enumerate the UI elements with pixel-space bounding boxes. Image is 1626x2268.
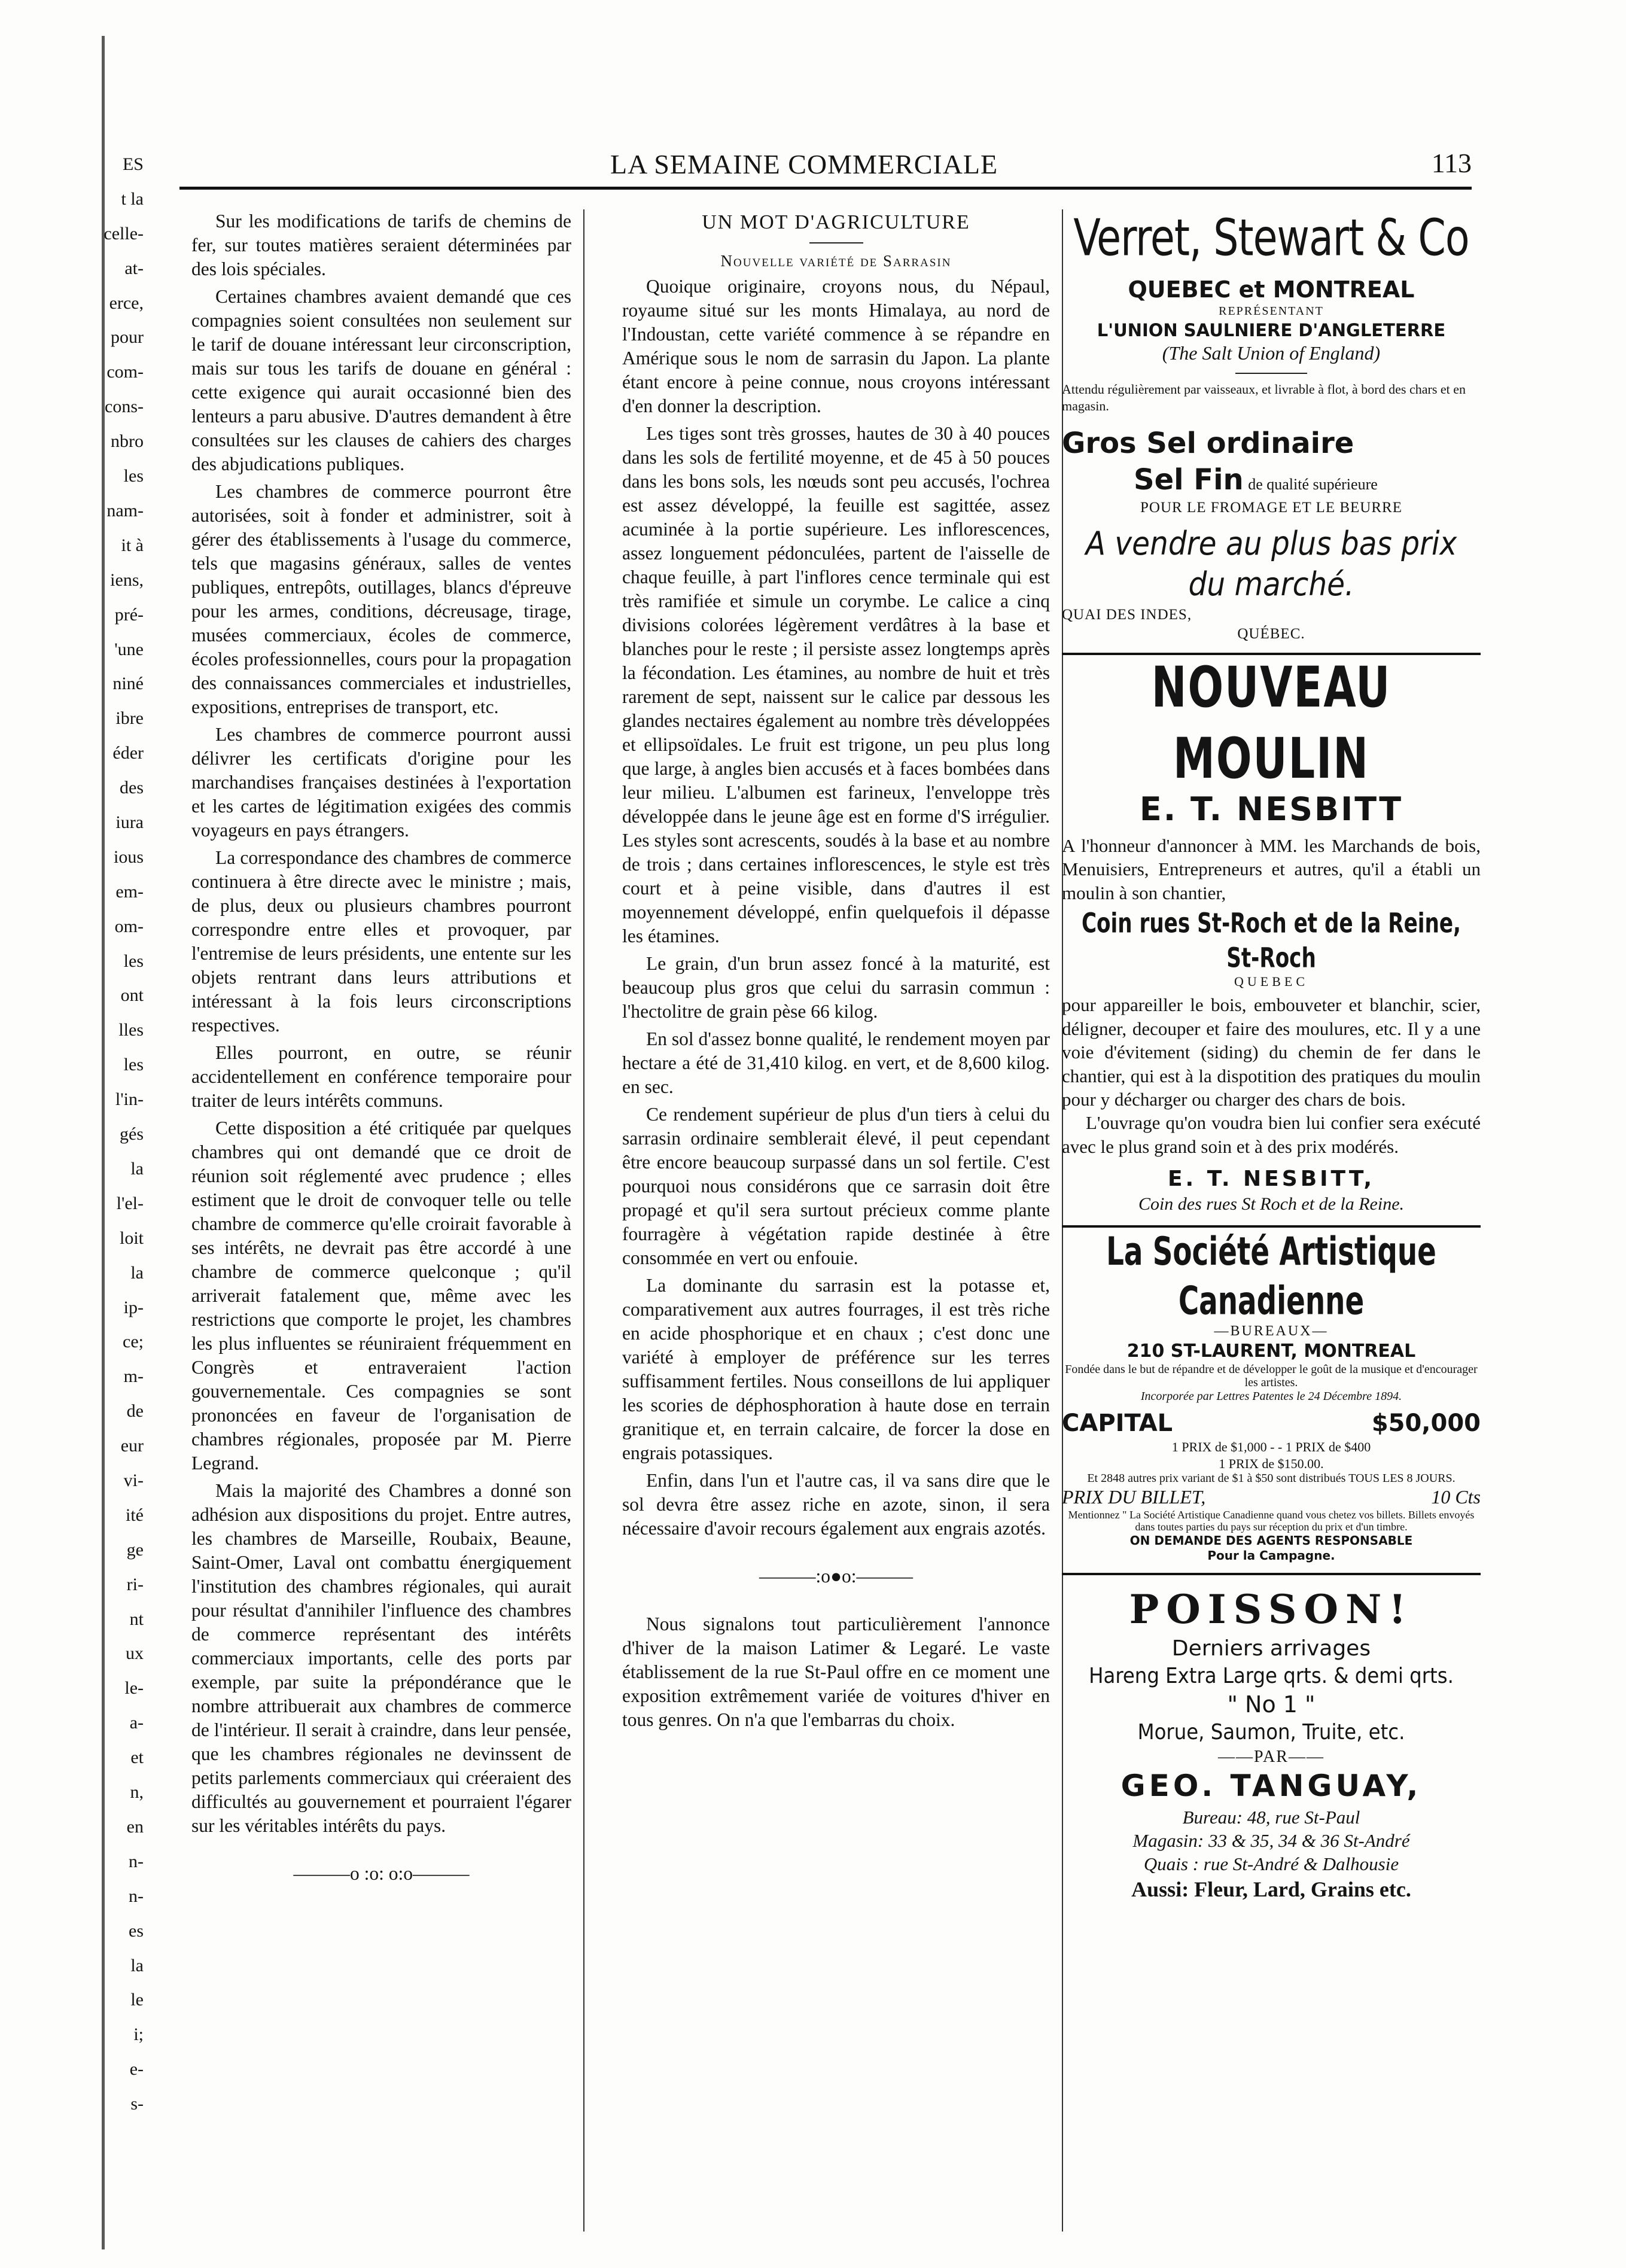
ad-mention: Mentionnez " La Société Artistique Canadienne quand vous chetez vos billets. Billets envoyés dans toutes parties du pays sur réception du prix et d'un timbre. <box>1068 1509 1475 1533</box>
ad-agents: ON DEMANDE DES AGENTS RESPONSABLE <box>1129 1533 1413 1548</box>
separator: ———:o●o:——— <box>759 1566 914 1587</box>
paragraph: Le grain, d'un brun assez foncé à la maturité, est beaucoup plus gros que celui du sarrasin commun : l'hectolitre de grain pèse 66 kilog. <box>622 953 1050 1022</box>
margin-fragment: t la <box>121 189 144 209</box>
ad-moulin-text-3: L'ouvrage qu'on voudra bien lui confier sera exécuté avec le plus grand soin et à des prix modérés. <box>1062 1112 1481 1157</box>
ad-societe-title: La Société Artistique Canadienne <box>1106 1229 1436 1324</box>
margin-fragment: n- <box>129 1852 144 1871</box>
ad-vendre-2: du marché. <box>1188 565 1354 604</box>
margin-fragment: em- <box>115 882 144 902</box>
paragraph: Cette disposition a été critiquée par quelques chambres qui ont demandé que ce droit de réunion soit réglementé avec prudence ; elles estiment que le droit de convoquer telle ou telle chambre de commerce qu'elle croirait favorable à ses intérêts, ne devrait pas être accordé à une chambre de commerce quelconque ; qu'il arriverait fatalement que, même avec les restrictions que comporte le projet, les chambres les plus influentes se réuniraient fréquemment en Congrès et entraveraient l'action gouvernementale. Ces compagnies se sont prononcées en faveur de l'organisation de chambres régionales, proposée par M. Pierre Legrand. <box>191 1118 571 1474</box>
ad-bureaux: —BUREAUX— <box>1214 1323 1329 1339</box>
ad-vendre-1: A vendre au plus bas prix <box>1085 524 1457 562</box>
ad-company-name: Verret, Stewart & Co <box>1073 208 1469 268</box>
margin-fragment: les <box>123 466 144 486</box>
margin-fragment: cons- <box>105 397 144 416</box>
ad-address: 210 ST-LAURENT, MONTREAL <box>1126 1341 1416 1362</box>
ad-union: L'UNION SAULNIERE D'ANGLETERRE <box>1097 319 1446 340</box>
rule <box>1235 373 1307 374</box>
article-title: UN MOT D'AGRICULTURE <box>702 211 970 233</box>
ad-prix-1: 1 PRIX de $1,000 - - 1 PRIX de $400 <box>1171 1439 1371 1454</box>
margin-fragment: les <box>123 951 144 971</box>
margin-fragment: de <box>126 1401 144 1421</box>
margin-fragment: pour <box>111 327 144 347</box>
paragraph: Certaines chambres avaient demandé que ces compagnies soient consultées non seulement sur le tarif de douane intéressant leur circonscription, mais sur tous les tarifs de douane en général : cette exigence qui aurait occasionné bien des lenteurs a paru abusive. D'autres demandent à être consultées sur les clauses de cahiers des charges des abjudications publiques. <box>191 286 571 474</box>
paragraph: Les tiges sont très grosses, hautes de 30 à 40 pouces dans les sols de fertilité moyenne, et de 45 à 50 pouces dans les bons sols, les nœuds sont peu accusés, l'ochrea est assez développé, la feuille est sagittée, assez acuminée à la portie supérieure. Les inflorescences, assez longuement pédonculées, partent de l'aisselle de chaque feuille, à part l'inflores cence terminale qui est très ramifiée et simule un corymbe. Le calice a cinq divisions colorées légèrement verdâtres à la base et blanches pour le reste ; il persiste assez longtemps après la fécondation. Les étamines, au nombre de huit et très rarement de sept, naissent sur le calice par dessous les glandes nectaires également au nombre très développées et ellipsoïdales. Le fruit est trigone, un peu plus long que large, à angles bien accusés et à faces bombées dans leur milieu. L'albumen est farineux, l'enveloppe très développée dans le jeune âge est en forme d'S irrégulier. Les styles sont acrescents, soudés à la base et au nombre de trois ; dans certaines inflorescences, le style est très court et à peine visible, dans d'autres il est moyennement développé, enfin quelquefois il dépasse les étamines. <box>622 423 1050 947</box>
ad-nouveau-moulin <box>1062 656 1481 1216</box>
paragraph: La dominante du sarrasin est la potasse et, comparativement aux autres fourrages, il est très riche en acide phosphorique et en chaux ; c'est donc une variété à employer de préférence sur les terres suffisamment fertiles. Nous conseillons de lui appliquer les scories de déphosphoration à haute dose en terrain granitique et, en terrain calcaire, de forcer la dose en engrais potassiques. <box>622 1275 1050 1464</box>
ad-quai-1: QUAI DES INDES, <box>1062 606 1192 623</box>
margin-fragment: et <box>130 1748 144 1767</box>
margin-fragment: la <box>130 1159 144 1179</box>
ad-no1: " No 1 " <box>1227 1691 1316 1718</box>
ad-representant: REPRÉSENTANT <box>1219 305 1324 318</box>
margin-fragment: ux <box>126 1643 144 1663</box>
ad-fondee: Fondée dans le but de répandre et de développer le goût de la musique et d'encourager les artistes. <box>1065 1363 1478 1390</box>
paragraph: Ce rendement supérieur de plus d'un tiers à celui du sarrasin ordinaire semblerait élevé, il peut cependant être encore beaucoup surpassé dans un sol fertile. C'est pourquoi nous considérons que ce sarrasin doit être propagé et qu'il sera surtout précieux comme plante fourragère à végétation rapide destinée à être consommée en vert ou enfouie. <box>622 1104 1050 1269</box>
margin-fragment: ce; <box>123 1332 144 1351</box>
paragraph: En sol d'assez bonne qualité, le rendement moyen par hectare a été de 31,410 kilog. en vert, et de 8,600 kilog. en sec. <box>622 1028 1050 1098</box>
ad-par: ——PAR—— <box>1218 1747 1324 1766</box>
margin-fragment: e- <box>129 2059 144 2079</box>
ad-capital-label: CAPITAL <box>1062 1409 1173 1437</box>
ad-bureau: Bureau: 48, rue St-Paul <box>1182 1806 1360 1828</box>
ad-magasin: Magasin: 33 & 35, 34 & 36 St-André <box>1132 1830 1410 1852</box>
margin-fragment: gés <box>120 1124 144 1144</box>
margin-fragment: le <box>130 1990 144 2010</box>
paragraph: Sur les modifications de tarifs de chemins de fer, sur toutes matières seraient déterminées par des lois spéciales. <box>191 211 571 279</box>
end-ornament: ———o :o: o:o——— <box>293 1863 470 1884</box>
ad-capital-value: $50,000 <box>1371 1409 1481 1437</box>
margin-fragment: l'el- <box>116 1194 144 1213</box>
margin-fragment: nt <box>129 1609 144 1629</box>
article-subtitle: Nouvelle variété de Sarrasin <box>720 252 952 270</box>
ad-quai-2: QUÉBEC. <box>1237 625 1305 642</box>
paragraph: Les chambres de commerce pourront être autorisées, soit à fonder et administrer, soit à gérer des établissements à l'usage du commerce, tels que magasins généraux, salles de ventes publiques, entrepôts, outillages, blancs d'épreuve pour les armes, conditions, décreusage, tirage, musées commerciaux, écoles de commerce, écoles professionnelles, cours pour la propagation des connaissances commerciales et industrielles, expositions, entreprises de transport, etc. <box>191 481 571 717</box>
ad-verret-stewart <box>1062 208 1481 643</box>
ad-moulin-title: NOUVEAU MOULIN <box>1151 656 1391 792</box>
ad-delivery-note: Attendu régulièrement par vaisseaux, et livrable à flot, à bord des chars et en magasin. <box>1062 382 1466 413</box>
ad-sel-fin-line <box>1062 462 1481 498</box>
margin-fragment: com- <box>106 362 144 382</box>
margin-fragment: 'une <box>114 640 144 659</box>
newspaper-title: LA SEMAINE COMMERCIALE <box>610 149 998 179</box>
ad-campagne: Pour la Campagne. <box>1207 1548 1335 1563</box>
ad-capital-line <box>1062 1408 1481 1439</box>
ad-sel-fin: Sel Fin <box>1134 462 1244 497</box>
margin-fragment: s- <box>130 2094 144 2114</box>
ad-prix-2: 1 PRIX de $150.00. <box>1219 1456 1324 1471</box>
margin-fragment: n, <box>130 1782 144 1802</box>
margin-fragment: la <box>130 1956 144 1975</box>
margin-fragment: eur <box>120 1436 144 1456</box>
margin-fragment: ri- <box>126 1575 144 1594</box>
ad-moulin-sign: E. T. NESBITT, <box>1167 1166 1375 1191</box>
margin-fragment: le- <box>124 1678 144 1698</box>
margin-fragment: ité <box>126 1505 144 1525</box>
ad-gros-sel: Gros Sel ordinaire <box>1062 426 1354 460</box>
margin-fragment: lles <box>118 1020 144 1040</box>
ad-billet-line <box>1062 1485 1481 1509</box>
margin-fragment: celle- <box>103 224 144 243</box>
ad-moulin-name: E. T. NESBITT <box>1139 790 1403 829</box>
ad-cities: QUEBEC et MONTREAL <box>1128 276 1415 303</box>
ad-moulin-location: Coin rues St-Roch et de la Reine, St-Roch <box>1081 907 1461 974</box>
ad-billet-value: 10 Cts <box>1431 1486 1481 1508</box>
margin-fragment: n- <box>129 1886 144 1906</box>
margin-fragment: pré- <box>114 605 144 625</box>
margin-fragment: ont <box>120 985 144 1005</box>
ad-moulin-text-1: A l'honneur d'annoncer à MM. les Marchands de bois, Menuisiers, Entrepreneurs et autres, qu'il a établi un moulin à son chantier, <box>1062 835 1481 903</box>
title-rule <box>809 242 863 243</box>
paragraph: La correspondance des chambres de commerce continuera à être directe avec le ministre ; mais, de plus, deux ou plusieurs chambres pourront correspondre entre elles et provoquer, par l'entremise de leurs présidents, une entente sur les objets rentrant dans leurs attributions et intéressant à la fois leurs circonscriptions respectives. <box>191 847 571 1036</box>
ad-poisson <box>1062 1585 1481 1903</box>
margin-fragment: ibre <box>115 708 144 728</box>
ad-fromage: POUR LE FROMAGE ET LE BEURRE <box>1140 499 1402 516</box>
ad-union-en: (The Salt Union of England) <box>1162 342 1381 364</box>
paragraph: Quoique originaire, croyons nous, du Népaul, royaume situé sur les monts Himalaya, au nord de l'Indoustan, cette variété commence à se répandre en Amérique sous le nom de sarrasin du Japon. La plante étant encore à peine connue, nous croyons intéressant d'en donner la description. <box>622 276 1050 417</box>
ad-morue: Morue, Saumon, Truite, etc. <box>1137 1719 1405 1745</box>
margin-fragment: nam- <box>106 501 144 520</box>
ad-billet-label: PRIX DU BILLET, <box>1062 1486 1206 1508</box>
margin-fragment: niné <box>112 674 144 693</box>
ad-moulin-sign-location: Coin des rues St Roch et de la Reine. <box>1138 1194 1405 1214</box>
margin-fragment: vi- <box>123 1471 144 1490</box>
margin-fragment: l'in- <box>115 1089 144 1109</box>
column-1 <box>191 209 584 2232</box>
page-header <box>179 139 1472 190</box>
paragraph: Elles pourront, en outre, se réunir accidentellement en conférence temporaire pour traiter de leurs intérêts communs. <box>191 1042 571 1111</box>
paragraph: Enfin, dans l'un et l'autre cas, il va sans dire que le sol devra être assez riche en azote, sinon, il sera nécessaire d'avoir recours également aux engrais azotés. <box>622 1470 1050 1539</box>
ad-societe-artistique <box>1062 1229 1481 1564</box>
margin-fragment: ge <box>126 1540 144 1560</box>
margin-fragment: om- <box>114 917 144 936</box>
margin-fragment: éder <box>112 743 144 763</box>
margin-fragment: des <box>120 778 144 797</box>
adjacent-page-margin <box>0 156 150 2249</box>
margin-fragment: ious <box>113 847 144 867</box>
paragraph-notice: Nous signalons tout particulièrement l'annonce d'hiver de la maison Latimer & Legaré. Le vaste établissement de la rue St-Paul offre en ce moment une exposition extrêmement variée de voitures d'hiver en tous genres. On n'a que l'embarras du choix. <box>622 1614 1050 1731</box>
margin-fragment: iura <box>115 812 144 832</box>
ad-sel-fin-note: de qualité supérieure <box>1248 475 1378 493</box>
ad-arrivages: Derniers arrivages <box>1171 1636 1371 1661</box>
margin-fragment: ip- <box>123 1298 144 1317</box>
margin-fragment: nbro <box>111 431 144 451</box>
margin-fragment: i; <box>133 2025 144 2044</box>
margin-fragment: it à <box>121 535 144 555</box>
ad-quais: Quais : rue St-André & Dalhousie <box>1143 1853 1399 1875</box>
margin-fragment: es <box>129 1921 144 1941</box>
advertisements-column <box>1062 197 1481 2243</box>
ad-divider <box>1062 1573 1481 1575</box>
column-2 <box>622 209 1063 2232</box>
ad-poisson-title: POISSON! <box>1129 1586 1414 1633</box>
margin-fragment: erce, <box>109 293 144 313</box>
ad-hareng: Hareng Extra Large qrts. & demi qrts. <box>1089 1663 1454 1688</box>
paragraph: Mais la majorité des Chambres a donné son adhésion aux dispositions du projet. Entre autres, les chambres de Marseille, Roubaix, Beaune, Saint-Omer, Laval ont combattu énergiquement l'institution des chambres régionales, qui aurait pour résultat d'annihiler l'influence des chambres de commerce représentant des intérêts commerciaux importants, celle des ports par exemple, par suite la prépondérance que le nombre attribuerait aux chambres de commerce de l'intérieur. Il serait à craindre, dans leur pensée, que les chambres régionales ne devinssent de petits parlements commerciaux qui créeraient des difficultés au gouvernement et pourraient l'égarer sur les véritables intérêts du pays. <box>191 1480 571 1836</box>
margin-fragment: iens, <box>110 570 144 590</box>
ad-prix-3: Et 2848 autres prix variant de $1 à $50 sont distribués TOUS LES 8 JOURS. <box>1087 1472 1456 1485</box>
margin-fragment: les <box>123 1055 144 1074</box>
margin-fragment: la <box>130 1263 144 1283</box>
margin-fragment: loit <box>119 1228 144 1248</box>
margin-fragment: m- <box>123 1366 144 1386</box>
paragraph: Les chambres de commerce pourront aussi délivrer les certificats d'origine pour les marchandises françaises destinées à l'exportation et les cartes de légitimation exigées des commis voyageurs en pays étrangers. <box>191 724 571 841</box>
ad-moulin-city: QUEBEC <box>1234 973 1308 989</box>
ad-moulin-text-2: pour appareiller le bois, embouveter et blanchir, scier, déligner, decouper et faire des moulures, etc. Il y a une voie d'évitement (siding) du chemin de fer dans le chantier, qui est à la dispotition des pratiques du moulin pour y décharger ou charger des chars de bois. <box>1062 994 1481 1110</box>
margin-fragment: en <box>126 1817 144 1837</box>
ad-tanguay: GEO. TANGUAY, <box>1120 1768 1422 1804</box>
page-number: 113 <box>1431 148 1472 178</box>
ad-aussi: Aussi: Fleur, Lard, Grains etc. <box>1131 1877 1411 1901</box>
ad-incorporee: Incorporée par Lettres Patentes le 24 Décembre 1894. <box>1140 1390 1402 1404</box>
margin-fragment: a- <box>129 1713 144 1733</box>
margin-fragment: at- <box>124 258 144 278</box>
margin-fragment: ES <box>122 154 144 174</box>
